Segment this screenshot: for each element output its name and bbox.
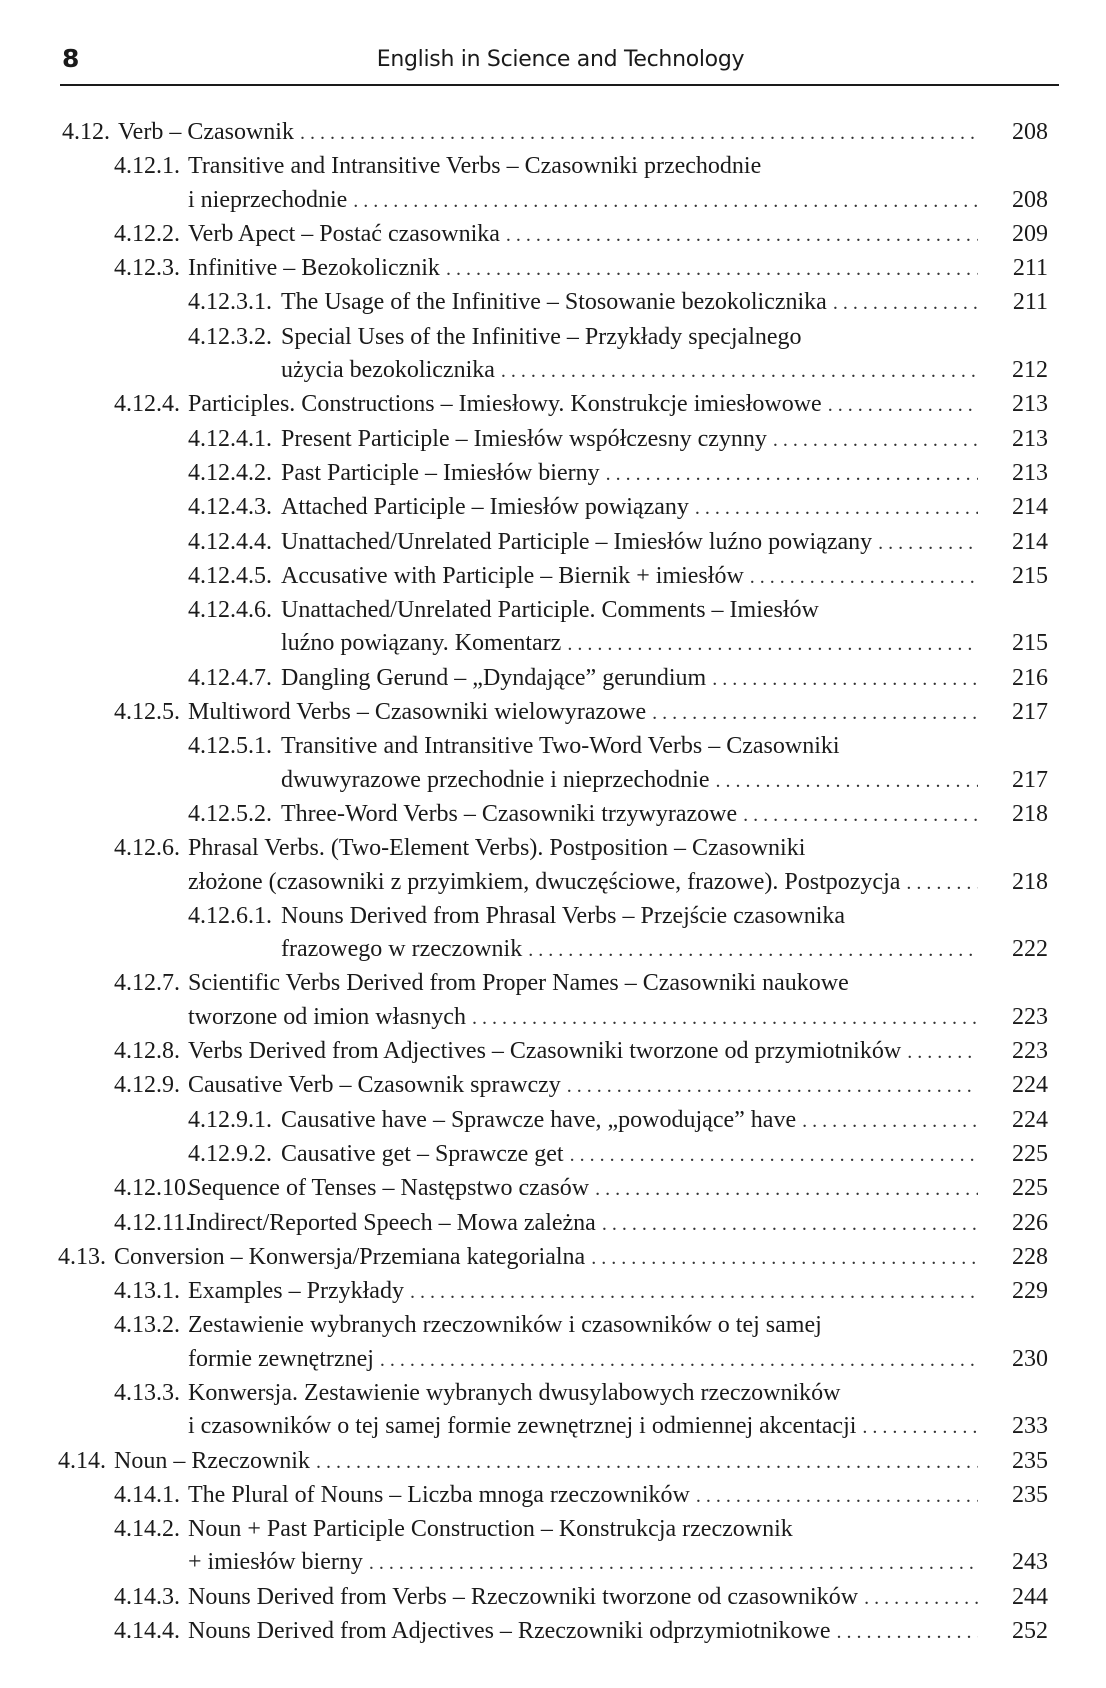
toc-entry-number: 4.12.5.2. — [188, 800, 272, 827]
toc-page-number: 214 — [1012, 494, 1048, 521]
toc-entry-number: 4.12.8. — [114, 1038, 180, 1065]
toc-entry-title: Past Participle – Imiesłów bierny — [281, 459, 600, 486]
toc-entry-title: Phrasal Verbs. (Two-Element Verbs). Postposition – Czasowniki — [188, 835, 806, 862]
toc-page-number: 211 — [1012, 289, 1048, 316]
toc-entry[interactable] — [0, 900, 1106, 968]
toc-entry-title: Indirect/Reported Speech – Mowa zależna — [188, 1209, 596, 1236]
toc-entry[interactable] — [0, 1275, 1106, 1309]
dot-leader — [862, 1411, 978, 1444]
toc-entry-title: Konwersja. Zestawienie wybranych dwusylabowych rzeczowników — [188, 1379, 841, 1406]
toc-entry-title: Noun – Rzeczownik — [114, 1447, 310, 1474]
toc-entry-title: + imiesłów bierny — [188, 1549, 363, 1576]
toc-entry-number: 4.13.2. — [114, 1312, 180, 1339]
toc-entry-number: 4.12.9. — [114, 1072, 180, 1099]
toc-entry[interactable] — [0, 526, 1106, 560]
toc-entry-title: i nieprzechodnie — [188, 186, 348, 213]
dot-leader — [506, 219, 978, 252]
toc-entry-number: 4.12.4.6. — [188, 597, 272, 624]
toc-entry-number: 4.12.11. — [114, 1209, 192, 1236]
toc-entry-title: Causative Verb – Czasownik sprawczy — [188, 1072, 561, 1099]
toc-entry-number: 4.14.1. — [114, 1481, 180, 1508]
toc-entry-title: The Usage of the Infinitive – Stosowanie bezokolicznika — [281, 289, 827, 316]
toc-entry[interactable] — [0, 286, 1106, 320]
toc-entry-number: 4.12. — [62, 119, 110, 145]
toc-entry-number: 4.13.1. — [114, 1278, 180, 1305]
toc-entry[interactable] — [0, 1615, 1106, 1649]
toc-entry-title: Multiword Verbs – Czasowniki wielowyrazowe — [188, 699, 647, 726]
toc-entry[interactable] — [0, 832, 1106, 900]
toc-page-number: 224 — [1012, 1072, 1048, 1099]
toc-entry[interactable] — [0, 696, 1106, 730]
dot-leader — [712, 663, 978, 696]
toc-entry-number: 4.12.6. — [114, 835, 180, 862]
toc-entry-title: frazowego w rzeczownik — [281, 936, 523, 963]
toc-entry-number: 4.12.1. — [114, 153, 180, 180]
toc-entry[interactable] — [0, 491, 1106, 525]
toc-entry-title: Examples – Przykłady — [188, 1278, 404, 1305]
toc-entry-title: formie zewnętrznej — [188, 1345, 374, 1372]
toc-entry-title: Special Uses of the Infinitive – Przykłady specjalnego — [281, 323, 802, 350]
toc-entry-number: 4.12.6.1. — [188, 902, 272, 929]
toc-page-number: 235 — [1012, 1481, 1048, 1508]
toc-entry-title: tworzone od imion własnych — [188, 1003, 466, 1030]
dot-leader — [353, 185, 978, 218]
dot-leader — [606, 458, 978, 491]
toc-page-number: 233 — [1012, 1413, 1048, 1440]
toc-entry-title: Unattached/Unrelated Participle. Comments – Imiesłów — [281, 597, 819, 624]
toc-entry-number: 4.12.4.1. — [188, 425, 272, 452]
toc-entry-number: 4.12.4.7. — [188, 664, 272, 691]
dot-leader — [837, 1616, 978, 1649]
toc-entry-title: Unattached/Unrelated Participle – Imiesłów luźno powiązany — [281, 528, 873, 555]
toc-entry-title: dwuwyrazowe przechodnie i nieprzechodnie — [281, 766, 710, 793]
toc-entry[interactable] — [0, 1479, 1106, 1513]
toc-page-number: 252 — [1012, 1618, 1048, 1645]
dot-leader — [773, 424, 978, 457]
running-head: English in Science and Technology — [376, 47, 745, 72]
toc-page-number: 215 — [1012, 630, 1048, 657]
toc-entry-number: 4.13.3. — [114, 1379, 180, 1406]
header-divider — [60, 84, 1059, 86]
toc-entry-title: Nouns Derived from Phrasal Verbs – Przejście czasownika — [281, 902, 846, 929]
toc-entry-title: złożone (czasowniki z przyimkiem, dwuczęściowe, frazowe). Postpozycja — [188, 868, 901, 895]
toc-entry-title: Causative get – Sprawcze get — [281, 1140, 564, 1167]
toc-entry[interactable] — [0, 1445, 1106, 1479]
toc-page-number: 217 — [1012, 699, 1048, 726]
toc-entry-number: 4.12.2. — [114, 220, 180, 247]
dot-leader — [743, 799, 978, 832]
toc-entry-title: Verb – Czasownik — [118, 119, 294, 145]
dot-leader — [802, 1105, 978, 1138]
toc-entry-number: 4.12.7. — [114, 970, 180, 997]
dot-leader — [602, 1208, 978, 1241]
toc-entry[interactable] — [0, 252, 1106, 286]
toc-entry[interactable] — [0, 1069, 1106, 1103]
toc-page-number: 230 — [1012, 1345, 1048, 1372]
toc-entry-number: 4.12.9.2. — [188, 1140, 272, 1167]
toc-entry-title: Attached Participle – Imiesłów powiązany — [281, 494, 689, 521]
toc-page-number: 217 — [1012, 766, 1048, 793]
toc-entry-number: 4.12.10. — [114, 1175, 192, 1202]
toc-page-number: 222 — [1012, 936, 1048, 963]
toc-entry-number: 4.12.4.2. — [188, 459, 272, 486]
dot-leader — [715, 765, 978, 798]
toc-page-number: 225 — [1012, 1140, 1048, 1167]
toc-entry-number: 4.12.5. — [114, 699, 180, 726]
toc-page-number: 208 — [1012, 186, 1048, 213]
toc-entry[interactable] — [0, 1513, 1106, 1581]
toc-entry[interactable] — [0, 560, 1106, 594]
toc-entry-number: 4.12.4.5. — [188, 562, 272, 589]
toc-page-number: 235 — [1012, 1447, 1048, 1474]
toc-entry-title: Conversion – Konwersja/Przemiana kategorialna — [114, 1243, 586, 1270]
toc-entry-title: Verbs Derived from Adjectives – Czasowniki tworzone od przymiotników — [188, 1038, 902, 1065]
toc-entry-number: 4.14.3. — [114, 1583, 180, 1610]
toc-entry[interactable] — [0, 457, 1106, 491]
dot-leader — [570, 1139, 978, 1172]
toc-page-number: 213 — [1012, 425, 1048, 452]
toc-entry[interactable] — [0, 1581, 1106, 1615]
toc-entry-title: Scientific Verbs Derived from Proper Names – Czasowniki naukowe — [188, 970, 849, 997]
toc-entry-number: 4.12.4.3. — [188, 494, 272, 521]
toc-entry-number: 4.14.2. — [114, 1516, 180, 1543]
toc-entry-title: Nouns Derived from Adjectives – Rzeczowniki odprzymiotnikowe — [188, 1618, 831, 1645]
toc-entry-title: Infinitive – Bezokolicznik — [188, 255, 440, 282]
table-of-contents — [0, 116, 1106, 1649]
toc-entry-title: Zestawienie wybranych rzeczowników i czasowników o tej samej — [188, 1312, 822, 1339]
dot-leader — [750, 561, 978, 594]
toc-entry[interactable] — [0, 1309, 1106, 1377]
toc-entry[interactable] — [0, 388, 1106, 422]
toc-page-number: 208 — [1012, 119, 1048, 145]
toc-entry-title: Participles. Constructions – Imiesłowy. Konstrukcje imiesłowowe — [188, 391, 822, 418]
toc-entry-title: użycia bezokolicznika — [281, 357, 495, 384]
toc-page-number: 215 — [1012, 562, 1048, 589]
dot-leader — [410, 1276, 978, 1309]
toc-page-number: 212 — [1012, 357, 1048, 384]
toc-entry[interactable] — [0, 798, 1106, 832]
toc-page-number: 225 — [1012, 1175, 1048, 1202]
dot-leader — [695, 492, 978, 525]
toc-entry-number: 4.12.4. — [114, 391, 180, 418]
toc-page-number: 226 — [1012, 1209, 1048, 1236]
dot-leader — [567, 1070, 978, 1103]
toc-page-number: 209 — [1012, 220, 1048, 247]
toc-page-number: 223 — [1012, 1003, 1048, 1030]
toc-entry-title: luźno powiązany. Komentarz — [281, 630, 562, 657]
dot-leader — [501, 355, 978, 388]
toc-entry[interactable] — [0, 423, 1106, 457]
dot-leader — [595, 1173, 978, 1206]
page-number: 8 — [62, 44, 80, 73]
toc-entry[interactable] — [0, 1035, 1106, 1069]
toc-entry-title: The Plural of Nouns – Liczba mnoga rzeczowników — [188, 1481, 690, 1508]
toc-page-number: 224 — [1012, 1106, 1048, 1133]
toc-entry[interactable] — [0, 594, 1106, 662]
toc-entry[interactable] — [0, 1241, 1106, 1275]
toc-entry[interactable] — [0, 321, 1106, 389]
toc-entry-title: Accusative with Participle – Biernik + imiesłów — [281, 562, 744, 589]
toc-page-number: 211 — [1012, 255, 1048, 282]
toc-entry-title: Transitive and Intransitive Verbs – Czasowniki przechodnie — [188, 153, 762, 180]
dot-leader — [652, 697, 978, 730]
toc-entry-title: Verb Apect – Postać czasownika — [188, 220, 500, 247]
toc-entry-number: 4.12.3.2. — [188, 323, 272, 350]
dot-leader — [528, 934, 978, 967]
toc-page-number: 223 — [1012, 1038, 1048, 1065]
toc-entry-number: 4.13. — [58, 1243, 106, 1270]
toc-page-number: 229 — [1012, 1278, 1048, 1305]
dot-leader — [907, 1036, 978, 1069]
toc-page-number: 243 — [1012, 1549, 1048, 1576]
toc-entry[interactable] — [0, 1172, 1106, 1206]
toc-entry[interactable] — [0, 150, 1106, 218]
toc-entry[interactable] — [0, 1377, 1106, 1445]
toc-entry-title: Three-Word Verbs – Czasowniki trzywyrazowe — [281, 800, 738, 827]
toc-page-number: 218 — [1012, 800, 1048, 827]
dot-leader — [446, 253, 978, 286]
toc-entry[interactable] — [0, 116, 1106, 150]
dot-leader — [828, 389, 978, 422]
dot-leader — [833, 287, 978, 320]
toc-entry[interactable] — [0, 1207, 1106, 1241]
toc-entry[interactable] — [0, 662, 1106, 696]
page-header — [62, 44, 1059, 82]
toc-entry-title: i czasowników o tej samej formie zewnętrznej i odmiennej akcentacji — [188, 1413, 857, 1440]
dot-leader — [472, 1002, 978, 1035]
toc-entry-title: Causative have – Sprawcze have, „powodujące” have — [281, 1106, 797, 1133]
toc-entry-number: 4.14. — [58, 1447, 106, 1474]
toc-entry-number: 4.12.3.1. — [188, 289, 272, 316]
toc-entry-title: Dangling Gerund – „Dyndające” gerundium — [281, 664, 707, 691]
dot-leader — [316, 1446, 978, 1479]
toc-entry[interactable] — [0, 1104, 1106, 1138]
toc-entry-title: Noun + Past Participle Construction – Konstrukcja rzeczownik — [188, 1516, 793, 1543]
toc-entry-number: 4.12.9.1. — [188, 1106, 272, 1133]
toc-entry-title: Transitive and Intransitive Two-Word Verbs – Czasowniki — [281, 733, 840, 760]
dot-leader — [906, 867, 978, 900]
dot-leader — [696, 1480, 978, 1513]
toc-entry[interactable] — [0, 730, 1106, 798]
toc-entry[interactable] — [0, 1138, 1106, 1172]
toc-page-number: 218 — [1012, 868, 1048, 895]
toc-entry-title: Nouns Derived from Verbs – Rzeczowniki tworzone od czasowników — [188, 1583, 859, 1610]
toc-page-number: 216 — [1012, 664, 1048, 691]
toc-page-number: 214 — [1012, 528, 1048, 555]
dot-leader — [567, 628, 978, 661]
dot-leader — [878, 527, 978, 560]
toc-page-number: 244 — [1012, 1583, 1048, 1610]
toc-entry-number: 4.12.4.4. — [188, 528, 272, 555]
dot-leader — [380, 1344, 978, 1377]
dot-leader — [369, 1547, 978, 1580]
toc-entry-number: 4.14.4. — [114, 1618, 180, 1645]
toc-entry-title: Sequence of Tenses – Następstwo czasów — [188, 1175, 590, 1202]
toc-page-number: 213 — [1012, 459, 1048, 486]
dot-leader — [591, 1242, 978, 1275]
toc-entry-number: 4.12.5.1. — [188, 733, 272, 760]
toc-entry-title: Present Participle – Imiesłów współczesny czynny — [281, 425, 767, 452]
toc-entry[interactable] — [0, 967, 1106, 1035]
toc-entry[interactable] — [0, 218, 1106, 252]
toc-entry-number: 4.12.3. — [114, 255, 180, 282]
dot-leader — [300, 117, 978, 150]
dot-leader — [864, 1582, 978, 1615]
toc-page-number: 213 — [1012, 391, 1048, 418]
toc-page-number: 228 — [1012, 1243, 1048, 1270]
